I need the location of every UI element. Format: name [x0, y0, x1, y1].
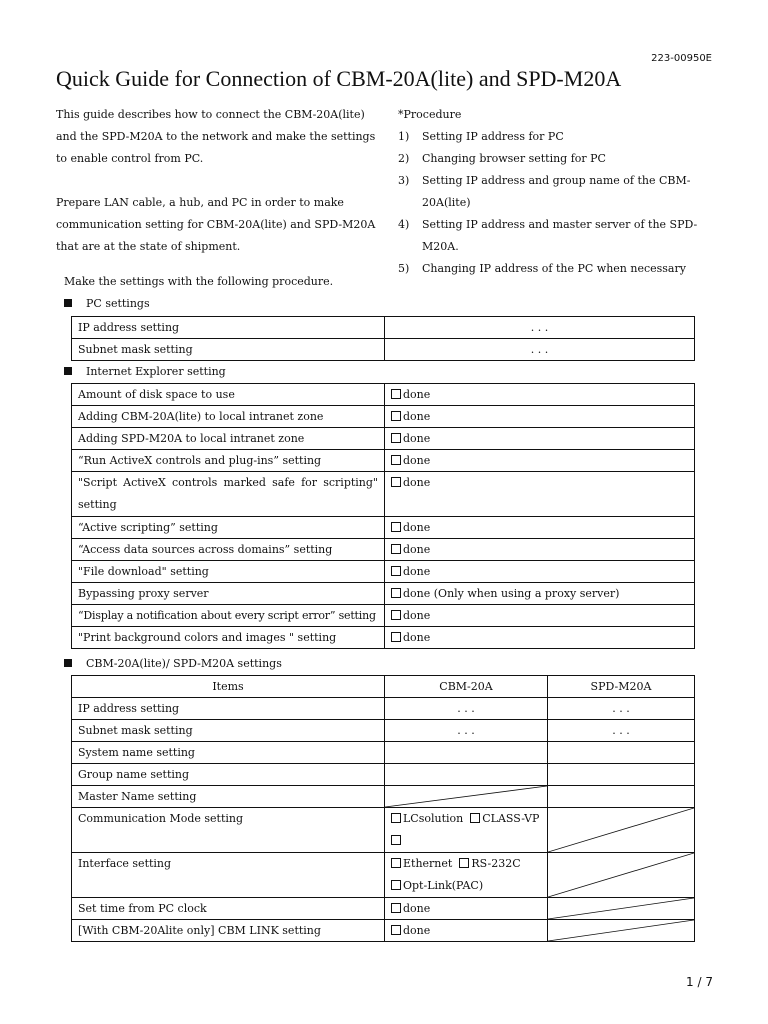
checkbox-label: done — [403, 432, 431, 445]
document-id: 223-00950E — [651, 53, 712, 64]
checkbox-label: done — [403, 609, 431, 622]
done-checkbox[interactable] — [385, 920, 548, 942]
pc-settings-table — [71, 316, 695, 361]
checkbox-icon[interactable] — [391, 433, 401, 443]
table-row — [72, 450, 695, 472]
checkbox-label: done — [403, 924, 431, 937]
row-label: [With CBM-20Alite only] CBM LINK setting — [72, 920, 385, 942]
table-row — [72, 406, 695, 428]
table-header-row — [72, 676, 695, 698]
not-applicable-cell — [548, 808, 695, 853]
diagonal-slash-icon — [548, 808, 694, 852]
row-label: IP address setting — [72, 317, 385, 339]
checkbox-label: done — [403, 388, 431, 401]
table-row — [72, 786, 695, 808]
table-row — [72, 627, 695, 649]
checkbox-label: done — [403, 410, 431, 423]
section-title: Internet Explorer setting — [86, 365, 226, 378]
interface-options — [385, 853, 548, 898]
done-checkbox[interactable] — [385, 539, 695, 561]
checkbox-label: LCsolution — [403, 812, 464, 825]
col-header-items: Items — [72, 676, 385, 698]
spd-ip-field[interactable]: . . . — [548, 698, 695, 720]
row-label: “Active scripting” setting — [72, 517, 385, 539]
row-label: Communication Mode setting — [72, 808, 385, 853]
checkbox-icon[interactable] — [391, 522, 401, 532]
row-label: "File download" setting — [72, 561, 385, 583]
checkbox-label: RS-232C — [471, 857, 521, 870]
step-number: 5) — [398, 262, 410, 275]
table-row — [72, 428, 695, 450]
table-row — [72, 920, 695, 942]
spd-subnet-field[interactable]: . . . — [548, 720, 695, 742]
page-number: 1 / 7 — [686, 975, 713, 989]
row-label: Subnet mask setting — [72, 720, 385, 742]
row-label: Interface setting — [72, 853, 385, 898]
checkbox-icon[interactable] — [391, 588, 401, 598]
cbm-settings-heading — [64, 657, 282, 670]
step-number: 1) — [398, 130, 410, 143]
row-label: Adding CBM-20A(lite) to local intranet zone — [72, 406, 385, 428]
step-text: Changing IP address of the PC when necessary — [422, 262, 686, 275]
row-label: Set time from PC clock — [72, 898, 385, 920]
square-bullet-icon — [64, 299, 72, 307]
diagonal-slash-icon — [548, 920, 694, 941]
ethernet-checkbox[interactable] — [391, 858, 401, 868]
table-row — [72, 720, 695, 742]
procedure-heading: *Procedure — [398, 108, 462, 121]
table-row — [72, 339, 695, 361]
done-checkbox[interactable] — [385, 605, 695, 627]
subnet-value-field[interactable]: . . . — [385, 339, 695, 361]
table-row — [72, 384, 695, 406]
done-checkbox[interactable] — [385, 384, 695, 406]
row-label: Bypassing proxy server — [72, 583, 385, 605]
checkbox-label: done — [403, 476, 431, 489]
checkbox-label: done — [403, 454, 431, 467]
page-title: Quick Guide for Connection of CBM-20A(lite) and SPD-M20A — [56, 66, 622, 91]
checkbox-icon[interactable] — [391, 632, 401, 642]
row-label: “Access data sources across domains” setting — [72, 539, 385, 561]
done-checkbox[interactable] — [385, 583, 695, 605]
step-number: 4) — [398, 218, 410, 231]
checkbox-label: done — [403, 902, 431, 915]
procedure-step — [398, 148, 728, 170]
step-number: 2) — [398, 152, 410, 165]
section-title: PC settings — [86, 297, 150, 310]
checkbox-label: CLASS-VP — [482, 812, 540, 825]
procedure-list — [398, 104, 728, 280]
rs232c-checkbox[interactable] — [459, 858, 469, 868]
table-row — [72, 698, 695, 720]
table-row — [72, 583, 695, 605]
row-label: "Script ActiveX controls marked safe for scripting" setting — [72, 472, 385, 517]
checkbox-icon[interactable] — [391, 544, 401, 554]
row-label: Adding SPD-M20A to local intranet zone — [72, 428, 385, 450]
checkbox-icon[interactable] — [391, 903, 401, 913]
done-checkbox[interactable] — [385, 898, 548, 920]
done-checkbox[interactable] — [385, 428, 695, 450]
ip-value-field[interactable]: . . . — [385, 317, 695, 339]
checkbox-icon[interactable] — [391, 925, 401, 935]
square-bullet-icon — [64, 659, 72, 667]
checkbox-label: done — [403, 631, 431, 644]
checkbox-label: Ethernet — [403, 857, 453, 870]
ie-settings-heading — [64, 365, 226, 378]
diagonal-slash-icon — [548, 898, 694, 919]
row-label: Subnet mask setting — [72, 339, 385, 361]
row-label: Master Name setting — [72, 786, 385, 808]
table-row — [72, 605, 695, 627]
intro-text — [56, 104, 376, 258]
checkbox-icon[interactable] — [391, 389, 401, 399]
done-checkbox[interactable] — [385, 406, 695, 428]
square-bullet-icon — [64, 367, 72, 375]
procedure-step — [398, 214, 728, 258]
spd-group-name-field[interactable] — [548, 764, 695, 786]
not-applicable-cell — [548, 920, 695, 942]
section-title: CBM-20A(lite)/ SPD-M20A settings — [86, 657, 282, 670]
step-text: Setting IP address and group name of the CBM-20A(lite) — [422, 174, 691, 209]
done-checkbox[interactable] — [385, 561, 695, 583]
row-label: System name setting — [72, 742, 385, 764]
done-checkbox[interactable] — [385, 517, 695, 539]
row-label: “Run ActiveX controls and plug-ins” setting — [72, 450, 385, 472]
table-row — [72, 539, 695, 561]
table-row — [72, 472, 695, 517]
row-label: "Print background colors and images " setting — [72, 627, 385, 649]
cbm-settings-table — [71, 675, 695, 942]
other-mode-checkbox[interactable] — [391, 835, 401, 845]
pc-settings-heading — [64, 297, 150, 310]
checkbox-icon[interactable] — [391, 477, 401, 487]
table-row — [72, 317, 695, 339]
checkbox-label: done — [403, 521, 431, 534]
row-label: Amount of disk space to use — [72, 384, 385, 406]
procedure-step — [398, 258, 728, 280]
procedure-step — [398, 170, 728, 214]
table-row — [72, 561, 695, 583]
checkbox-label: done — [403, 543, 431, 556]
spd-system-name-field[interactable] — [548, 742, 695, 764]
opt-link-checkbox[interactable] — [391, 880, 401, 890]
cbm-group-name-field[interactable] — [385, 764, 548, 786]
spd-master-name-field[interactable] — [548, 786, 695, 808]
diagonal-slash-icon — [385, 786, 547, 807]
done-checkbox[interactable] — [385, 450, 695, 472]
step-text: Setting IP address and master server of the SPD-M20A. — [422, 218, 698, 253]
checkbox-label: done (Only when using a proxy server) — [403, 587, 620, 600]
checkbox-icon[interactable] — [391, 610, 401, 620]
col-header-spd: SPD-M20A — [548, 676, 695, 698]
ie-settings-table — [71, 383, 695, 649]
step-text: Setting IP address for PC — [422, 130, 564, 143]
lcsolution-checkbox[interactable] — [391, 813, 401, 823]
not-applicable-cell — [548, 898, 695, 920]
done-checkbox[interactable] — [385, 627, 695, 649]
checkbox-icon[interactable] — [391, 566, 401, 576]
table-row — [72, 898, 695, 920]
step-text: Changing browser setting for PC — [422, 152, 606, 165]
table-row — [72, 808, 695, 853]
step-number: 3) — [398, 174, 410, 187]
row-label: Group name setting — [72, 764, 385, 786]
checkbox-icon[interactable] — [391, 411, 401, 421]
intro-paragraph-2: Prepare LAN cable, a hub, and PC in order to make communication setting for CBM-20A(lite) and SPD-M20A that are at the state of shipment. — [56, 196, 376, 253]
table-row — [72, 853, 695, 898]
intro-paragraph-1: This guide describes how to connect the CBM-20A(lite) and the SPD-M20A to the network and make the settings to enable control from PC. — [56, 108, 376, 165]
row-label: IP address setting — [72, 698, 385, 720]
instructions-text: Make the settings with the following procedure. — [64, 275, 334, 288]
cbm-ip-field[interactable]: . . . — [385, 698, 548, 720]
diagonal-slash-icon — [548, 853, 694, 897]
class-vp-checkbox[interactable] — [470, 813, 480, 823]
checkbox-label: done — [403, 565, 431, 578]
comm-mode-options — [385, 808, 548, 853]
col-header-cbm: CBM-20A — [385, 676, 548, 698]
cbm-subnet-field[interactable]: . . . — [385, 720, 548, 742]
row-label: “Display a notification about every script error” setting — [72, 605, 385, 627]
table-row — [72, 764, 695, 786]
not-applicable-cell — [548, 853, 695, 898]
table-row — [72, 742, 695, 764]
procedure-step — [398, 126, 728, 148]
table-row — [72, 517, 695, 539]
not-applicable-cell — [385, 786, 548, 808]
done-checkbox[interactable] — [385, 472, 695, 517]
checkbox-icon[interactable] — [391, 455, 401, 465]
cbm-system-name-field[interactable] — [385, 742, 548, 764]
checkbox-label: Opt-Link(PAC) — [403, 879, 484, 892]
